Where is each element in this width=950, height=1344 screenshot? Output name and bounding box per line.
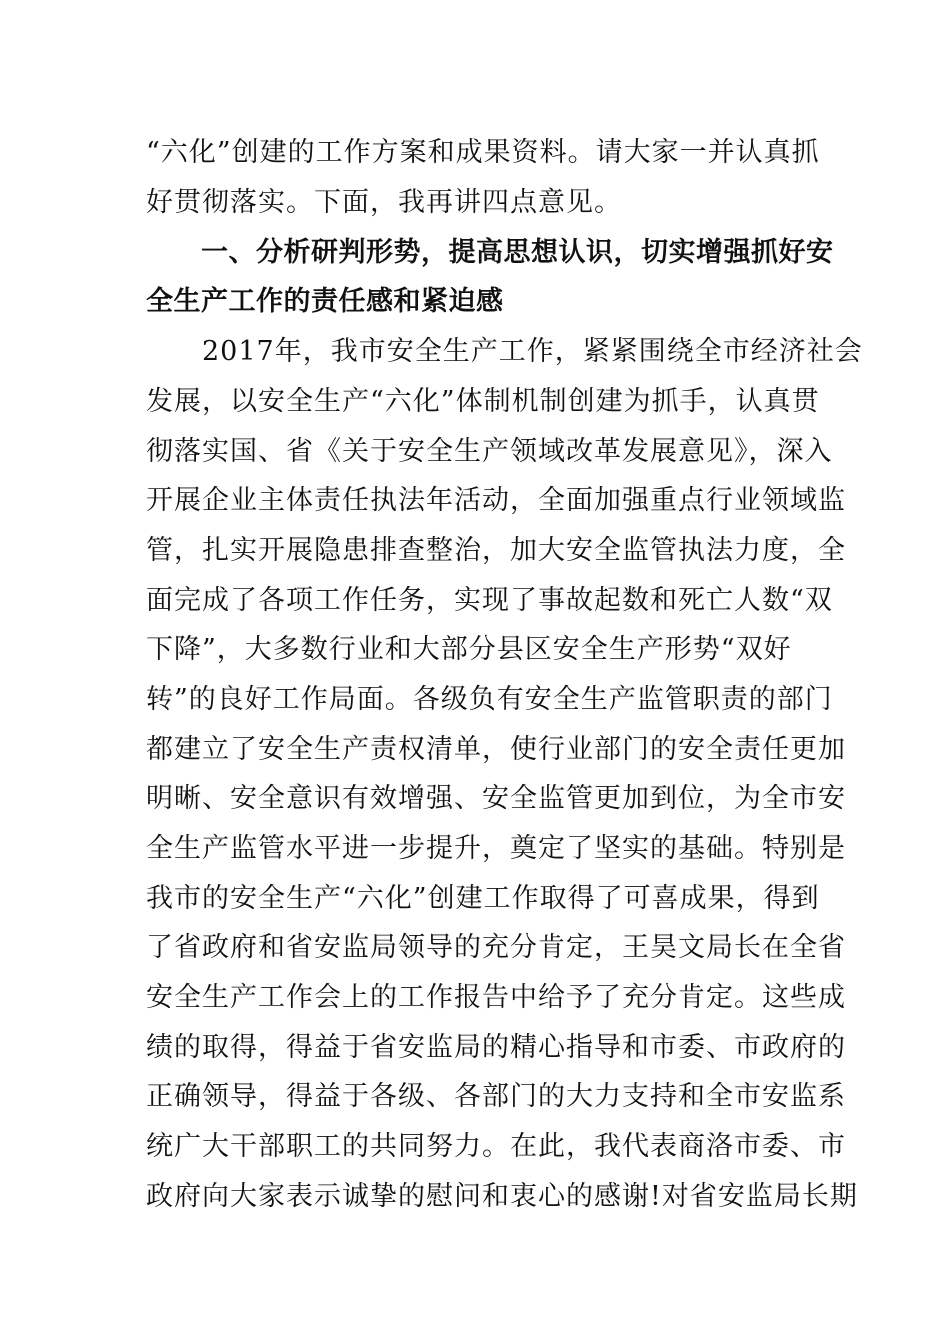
intro-line: 好贯彻落实。下面，我再讲四点意见。	[146, 187, 622, 218]
body-line: 政府向大家表示诚挚的慰问和衷心的感谢!对省安监局长期	[146, 1181, 858, 1212]
body-line: 全生产监管水平进一步提升，奠定了坚实的基础。特别是	[146, 833, 846, 864]
body-line: 都建立了安全生产责权清单，使行业部门的安全责任更加	[146, 734, 846, 765]
body-line: 统广大干部职工的共同努力。在此，我代表商洛市委、市	[146, 1131, 846, 1162]
body-line: 发展，以安全生产“六化”体制机制创建为抓手，认真贯	[146, 386, 820, 417]
body-line: 下降”，大多数行业和大部分县区安全生产形势“双好	[146, 634, 792, 665]
intro-line: “六化”创建的工作方案和成果资料。请大家一并认真抓	[146, 137, 820, 168]
body-line: 2017年，我市安全生产工作，紧紧围绕全市经济社会	[146, 336, 863, 367]
section-heading-line: 全生产工作的责任感和紧迫感	[146, 286, 504, 317]
body-line: 正确领导，得益于各级、各部门的大力支持和全市安监系	[146, 1081, 846, 1112]
body-line: 面完成了各项工作任务，实现了事故起数和死亡人数“双	[146, 585, 833, 616]
body-line: 安全生产工作会上的工作报告中给予了充分肯定。这些成	[146, 982, 846, 1013]
body-line: 管，扎实开展隐患排查整治，加大安全监管执法力度，全	[146, 535, 846, 566]
body-line: 了省政府和省安监局领导的充分肯定，王昊文局长在全省	[146, 932, 846, 963]
body-line: 明晰、安全意识有效增强、安全监管更加到位，为全市安	[146, 783, 846, 814]
body-line: 绩的取得，得益于省安监局的精心指导和市委、市政府的	[146, 1032, 846, 1063]
body-line: 开展企业主体责任执法年活动，全面加强重点行业领域监	[146, 485, 846, 516]
body-line: 彻落实国、省《关于安全生产领域改革发展意见》，深入	[146, 436, 833, 467]
section-heading-line: 一、分析研判形势，提高思想认识，切实增强抓好安	[146, 237, 834, 268]
body-line: 我市的安全生产“六化”创建工作取得了可喜成果，得到	[146, 883, 820, 914]
body-line: 转”的良好工作局面。各级负有安全生产监管职责的部门	[146, 684, 833, 715]
